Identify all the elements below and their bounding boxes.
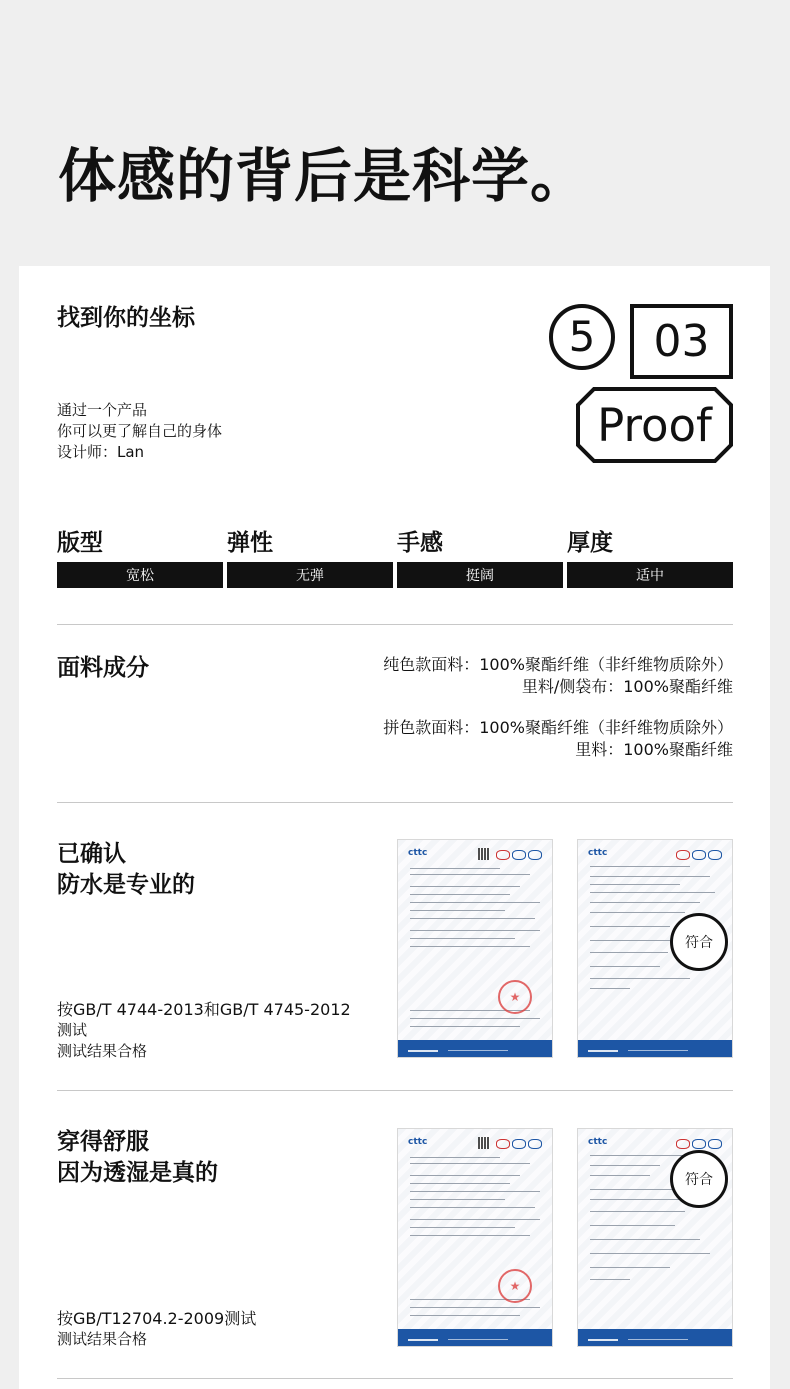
pass-stamp: 符合 (670, 913, 728, 971)
attribute-label: 厚度 (567, 530, 613, 556)
qr-code-icon (478, 1137, 490, 1149)
report-logo: cttc (588, 1137, 608, 1147)
composition-line: 拼色款面料：100%聚酯纤维（非纤维物质除外） (383, 718, 733, 737)
accreditation-mark-icon (528, 1139, 542, 1149)
accreditation-mark-icon (692, 1139, 706, 1149)
test-report-image (577, 1128, 733, 1347)
waterproof-title: 已确认 (57, 841, 126, 867)
seal-stamp-icon: ★ (498, 1269, 532, 1303)
logo-number-circle: 5 (549, 304, 615, 370)
composition-line: 里料：100%聚酯纤维 (575, 740, 733, 759)
breathable-title: 穿得舒服 (57, 1129, 149, 1155)
section-divider (57, 1090, 733, 1091)
info-card (19, 266, 770, 1389)
accreditation-mark-icon (496, 1139, 510, 1149)
section-divider (57, 802, 733, 803)
attribute-thickness (567, 528, 733, 588)
report-logo: cttc (408, 848, 428, 858)
breathable-title: 因为透湿是真的 (57, 1160, 218, 1186)
pass-stamp: 符合 (670, 1150, 728, 1208)
section-divider (57, 624, 733, 625)
attribute-value: 挺阔 (397, 562, 563, 588)
logo-code-box: 03 (630, 304, 733, 379)
breathable-note: 测试结果合格 (57, 1330, 148, 1348)
breathable-note: 按GB/T12704.2-2009测试 (57, 1309, 257, 1328)
intro-line: 通过一个产品 (57, 401, 148, 419)
attribute-value: 适中 (567, 562, 733, 588)
waterproof-note: 测试结果合格 (57, 1042, 148, 1060)
accreditation-mark-icon (496, 850, 510, 860)
attribute-value: 无弹 (227, 562, 393, 588)
report-footer (578, 1040, 732, 1057)
composition-line: 纯色款面料：100%聚酯纤维（非纤维物质除外） (383, 655, 733, 674)
attribute-label: 版型 (57, 530, 103, 556)
accreditation-mark-icon (676, 1139, 690, 1149)
accreditation-mark-icon (676, 850, 690, 860)
accreditation-mark-icon (692, 850, 706, 860)
report-logo: cttc (588, 848, 608, 858)
section-divider (57, 1378, 733, 1379)
accreditation-mark-icon (512, 1139, 526, 1149)
report-footer (398, 1040, 552, 1057)
waterproof-note: 按GB/T 4744-2013和GB/T 4745-2012 (57, 1000, 351, 1019)
accreditation-mark-icon (708, 1139, 722, 1149)
qr-code-icon (478, 848, 490, 860)
accreditation-mark-icon (708, 850, 722, 860)
designer-credit: 设计师：Lan (57, 443, 145, 461)
waterproof-title: 防水是专业的 (57, 872, 195, 898)
attribute-hand-feel (397, 528, 563, 588)
attribute-elasticity (227, 528, 393, 588)
composition-line: 里料/侧袋布：100%聚酯纤维 (521, 677, 733, 696)
test-report-image (397, 1128, 553, 1347)
composition-title: 面料成分 (57, 655, 149, 681)
page-headline: 体感的背后是科学。 (58, 142, 590, 210)
intro-title: 找到你的坐标 (57, 305, 195, 331)
report-footer (398, 1329, 552, 1346)
test-report-image (577, 839, 733, 1058)
test-report-image (397, 839, 553, 1058)
attribute-fit (57, 528, 223, 588)
intro-line: 你可以更了解自己的身体 (57, 422, 223, 440)
attribute-label: 手感 (397, 530, 443, 556)
report-logo: cttc (408, 1137, 428, 1147)
accreditation-mark-icon (512, 850, 526, 860)
waterproof-note: 测试 (57, 1021, 88, 1039)
attribute-label: 弹性 (227, 530, 273, 556)
logo-word: Proof (597, 398, 712, 452)
logo-proof-badge (576, 387, 733, 463)
seal-stamp-icon: ★ (498, 980, 532, 1014)
attribute-value: 宽松 (57, 562, 223, 588)
accreditation-mark-icon (528, 850, 542, 860)
report-footer (578, 1329, 732, 1346)
